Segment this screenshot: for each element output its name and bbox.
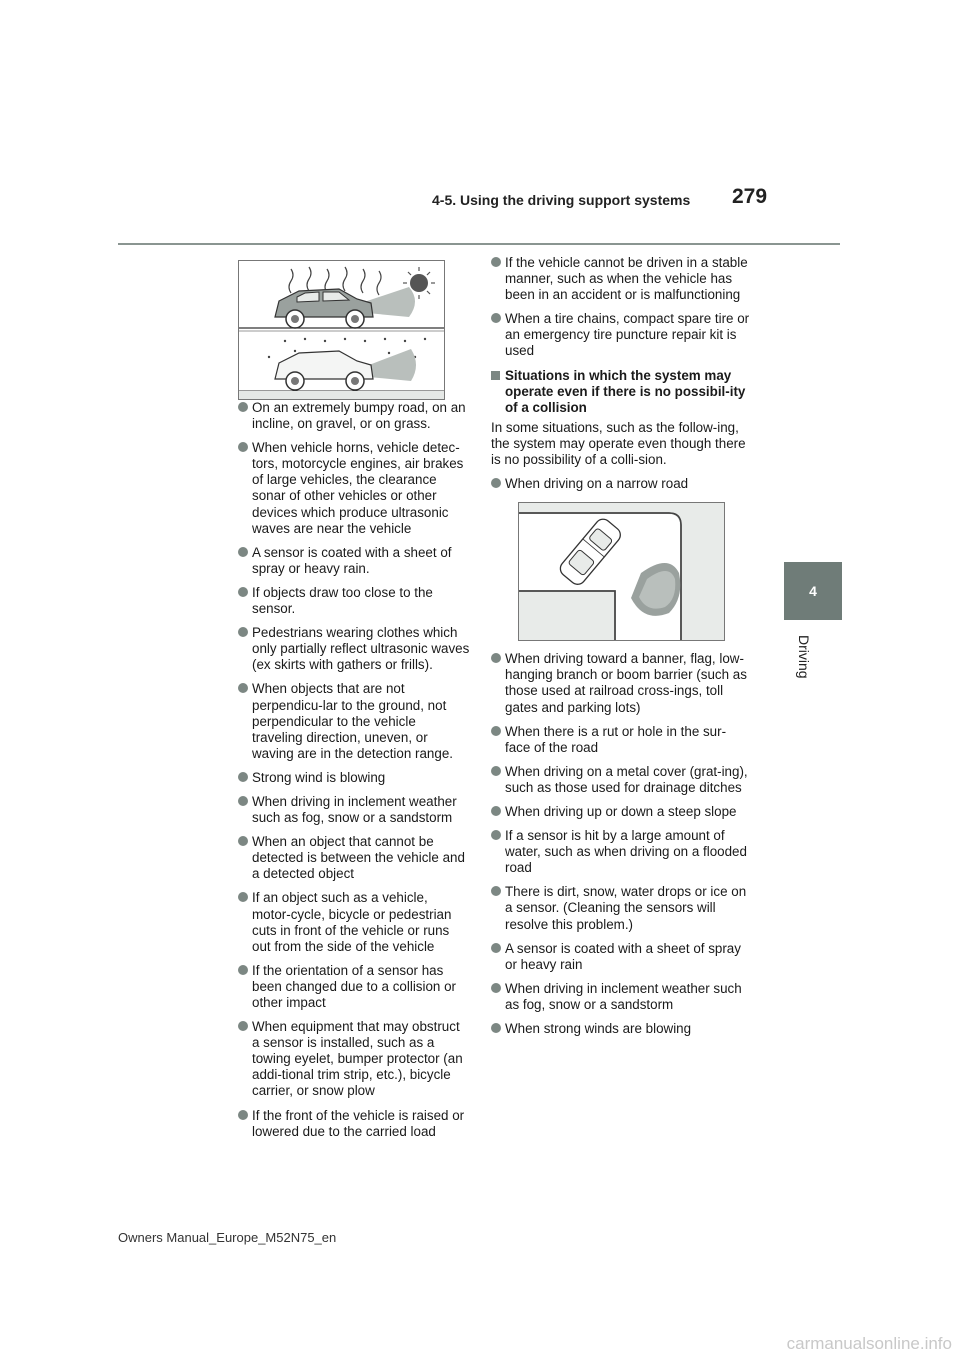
- bullet-dot-icon: [238, 1021, 248, 1031]
- list-item: If an object such as a vehicle, motor-cycle, bicycle or pedestrian cuts in front of the vehicle or runs out from the side of the vehicle: [238, 890, 470, 954]
- header-divider: [118, 243, 840, 245]
- list-item: When driving on a metal cover (grat-ing), such as those used for drainage ditches: [491, 764, 751, 796]
- list-item: When driving in inclement weather such as fog, snow or a sandstorm: [491, 981, 751, 1013]
- weather-sensor-illustration: [238, 260, 445, 400]
- list-item: When an object that cannot be detected is between the vehicle and a detected object: [238, 834, 470, 882]
- bullet-dot-icon: [491, 886, 501, 896]
- list-item: Strong wind is blowing: [238, 770, 470, 786]
- bullet-dot-icon: [238, 587, 248, 597]
- bullet-dot-icon: [238, 683, 248, 693]
- list-item: When a tire chains, compact spare tire or an emergency tire puncture repair kit is used: [491, 311, 751, 359]
- list-item: If the vehicle cannot be driven in a stable manner, such as when the vehicle has been in an accident or is malfunctioning: [491, 255, 751, 303]
- list-item: When equipment that may obstruct a sensor is installed, such as a towing eyelet, bumper protector (an addi-tional trim strip, etc.), bicycle carrier, or snow plow: [238, 1019, 470, 1099]
- list-item: A sensor is coated with a sheet of spray or heavy rain.: [238, 545, 470, 577]
- bullet-dot-icon: [491, 830, 501, 840]
- bullet-dot-icon: [491, 257, 501, 267]
- list-item: When objects that are not perpendicu-lar to the ground, not perpendicular to the vehicle traveling direction, uneven, or waving are in the detection range.: [238, 681, 470, 761]
- bullet-dot-icon: [238, 547, 248, 557]
- bullet-dot-icon: [491, 806, 501, 816]
- bullet-dot-icon: [491, 653, 501, 663]
- bullet-dot-icon: [491, 726, 501, 736]
- footer-manual-id: Owners Manual_Europe_M52N75_en: [118, 1230, 337, 1245]
- chapter-label: Driving: [796, 635, 812, 679]
- bullet-dot-icon: [238, 892, 248, 902]
- list-item: If the orientation of a sensor has been changed due to a collision or other impact: [238, 963, 470, 1011]
- intro-paragraph: In some situations, such as the follow-ing, the system may operate even though there is no possibility of a colli-sion.: [491, 419, 746, 468]
- section-title: 4-5. Using the driving support systems: [432, 192, 691, 208]
- list-item: When there is a rut or hole in the sur-face of the road: [491, 724, 751, 756]
- chapter-number: 4: [809, 583, 817, 599]
- list-item: There is dirt, snow, water drops or ice on a sensor. (Cleaning the sensors will resolve this problem.): [491, 884, 751, 932]
- watermark: carmanualsonline.info: [786, 1334, 952, 1353]
- bullet-dot-icon: [238, 772, 248, 782]
- bullet-dot-icon: [491, 766, 501, 776]
- section-heading: Situations in which the system may operate even if there is no possibil-ity of a collision: [491, 368, 751, 416]
- list-item: When driving on a narrow road: [491, 476, 751, 492]
- bullet-dot-icon: [238, 402, 248, 412]
- list-item: When driving up or down a steep slope: [491, 804, 751, 820]
- bullet-dot-icon: [238, 627, 248, 637]
- bullet-dot-icon: [491, 313, 501, 323]
- bullet-dot-icon: [491, 943, 501, 953]
- bullet-dot-icon: [238, 1110, 248, 1120]
- list-item: If the front of the vehicle is raised or lowered due to the carried load: [238, 1108, 470, 1140]
- weather-sensor-drawing: [239, 261, 444, 399]
- bullet-dot-icon: [491, 1023, 501, 1033]
- list-item: When driving in inclement weather such as fog, snow or a sandstorm: [238, 794, 470, 826]
- list-item: If a sensor is hit by a large amount of water, such as when driving on a flooded road: [491, 828, 751, 876]
- list-item: Pedestrians wearing clothes which only partially reflect ultrasonic waves (ex skirts with gathers or frills).: [238, 625, 470, 673]
- bullet-dot-icon: [491, 478, 501, 488]
- bullet-dot-icon: [491, 983, 501, 993]
- bullet-dot-icon: [238, 836, 248, 846]
- chapter-tab: [784, 562, 842, 620]
- narrow-road-illustration: [518, 502, 725, 641]
- left-column: [238, 400, 470, 1148]
- list-item: When vehicle horns, vehicle detec-tors, motorcycle engines, air brakes of large vehicles, the clearance sonar of other vehicles or other devices which produce ultrasonic waves are near the vehicle: [238, 440, 470, 537]
- list-item: A sensor is coated with a sheet of spray or heavy rain: [491, 941, 751, 973]
- page-number: 279: [732, 185, 768, 208]
- bullet-dot-icon: [238, 796, 248, 806]
- list-item: When strong winds are blowing: [491, 1021, 751, 1037]
- square-bullet-icon: [491, 371, 500, 380]
- list-item: If objects draw too close to the sensor.: [238, 585, 470, 617]
- right-column: [491, 255, 751, 1045]
- narrow-road-drawing: [519, 503, 724, 640]
- list-item: On an extremely bumpy road, on an incline, on gravel, or on grass.: [238, 400, 470, 432]
- list-item: When driving toward a banner, flag, low-hanging branch or boom barrier (such as those used at railroad cross-ings, toll gates and parking lots): [491, 651, 751, 715]
- bullet-dot-icon: [238, 965, 248, 975]
- bullet-dot-icon: [238, 442, 248, 452]
